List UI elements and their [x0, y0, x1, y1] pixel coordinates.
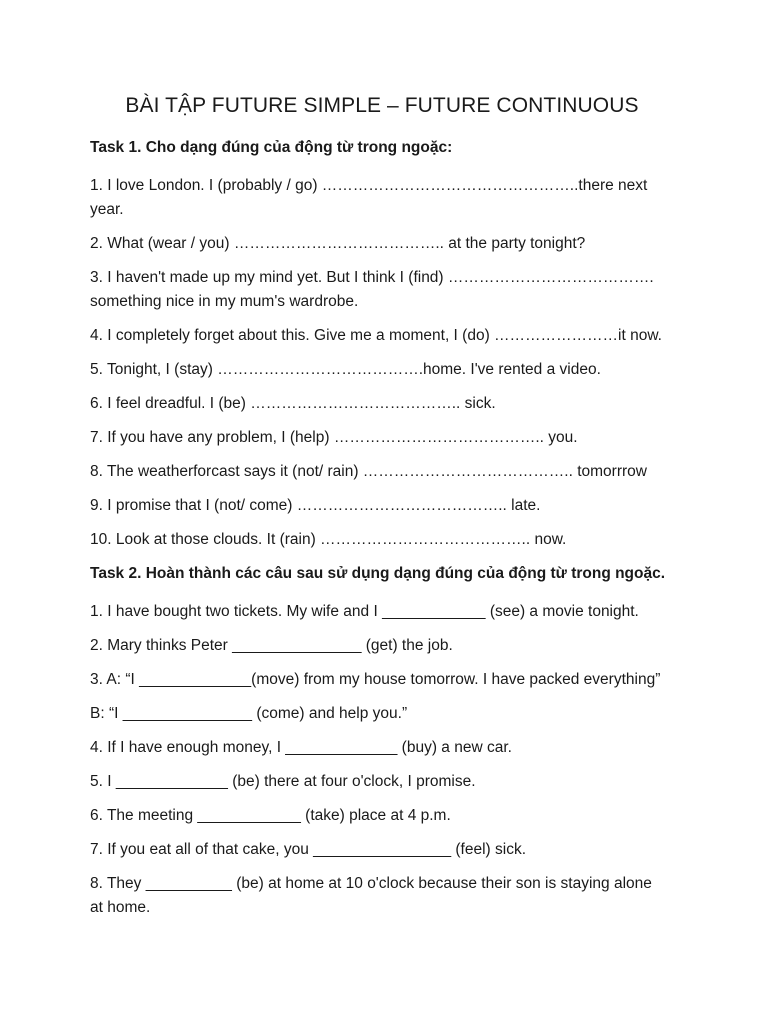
task1-item: 5. Tonight, I (stay) ………………………………….home. I've rented a video.: [90, 361, 601, 378]
task2-item: 4. If I have enough money, I _____________ (buy) a new car.: [90, 739, 512, 756]
task2-item: B: “I _______________ (come) and help you.”: [90, 705, 408, 722]
task1-list: [90, 174, 668, 552]
task1-item: 3. I haven't made up my mind yet. But I think I (find) …………………………………. something nice in my mum's wardrobe.: [90, 269, 654, 310]
task2-item: 2. Mary thinks Peter _______________ (get) the job.: [90, 637, 453, 654]
task1-item: 7. If you have any problem, I (help) ………………………………….. you.: [90, 429, 578, 446]
task1-heading: Task 1. Cho dạng đúng của động từ trong ngoặc:: [90, 139, 453, 156]
task1-item: 10. Look at those clouds. It (rain) ………………………………….. now.: [90, 531, 567, 548]
task2-item: 5. I _____________ (be) there at four o'clock, I promise.: [90, 773, 476, 790]
task1-item: 6. I feel dreadful. I (be) ………………………………….. sick.: [90, 395, 496, 412]
task1-item: 2. What (wear / you) ………………………………….. at the party tonight?: [90, 235, 586, 252]
page-title: BÀI TẬP FUTURE SIMPLE – FUTURE CONTINUOUS: [125, 94, 639, 117]
task1-item: 1. I love London. I (probably / go) …………………………………………..there next year.: [90, 177, 648, 218]
task2-item: 1. I have bought two tickets. My wife and I ____________ (see) a movie tonight.: [90, 603, 639, 620]
task2-list: [90, 600, 668, 920]
task2-heading: Task 2. Hoàn thành các câu sau sử dụng dạng đúng của động từ trong ngoặc.: [90, 565, 666, 582]
task2-item: 8. They __________ (be) at home at 10 o'clock because their son is staying alone at home.: [90, 875, 652, 916]
task2-item: 3. A: “I _____________(move) from my house tomorrow. I have packed everything”: [90, 671, 661, 688]
task1-item: 4. I completely forget about this. Give me a moment, I (do) ……………………it now.: [90, 327, 662, 344]
task2-item: 7. If you eat all of that cake, you ________________ (feel) sick.: [90, 841, 527, 858]
task2-item: 6. The meeting ____________ (take) place at 4 p.m.: [90, 807, 451, 824]
task1-item: 8. The weatherforcast says it (not/ rain) ………………………………….. tomorrrow: [90, 463, 647, 480]
task1-item: 9. I promise that I (not/ come) ………………………………….. late.: [90, 497, 541, 514]
